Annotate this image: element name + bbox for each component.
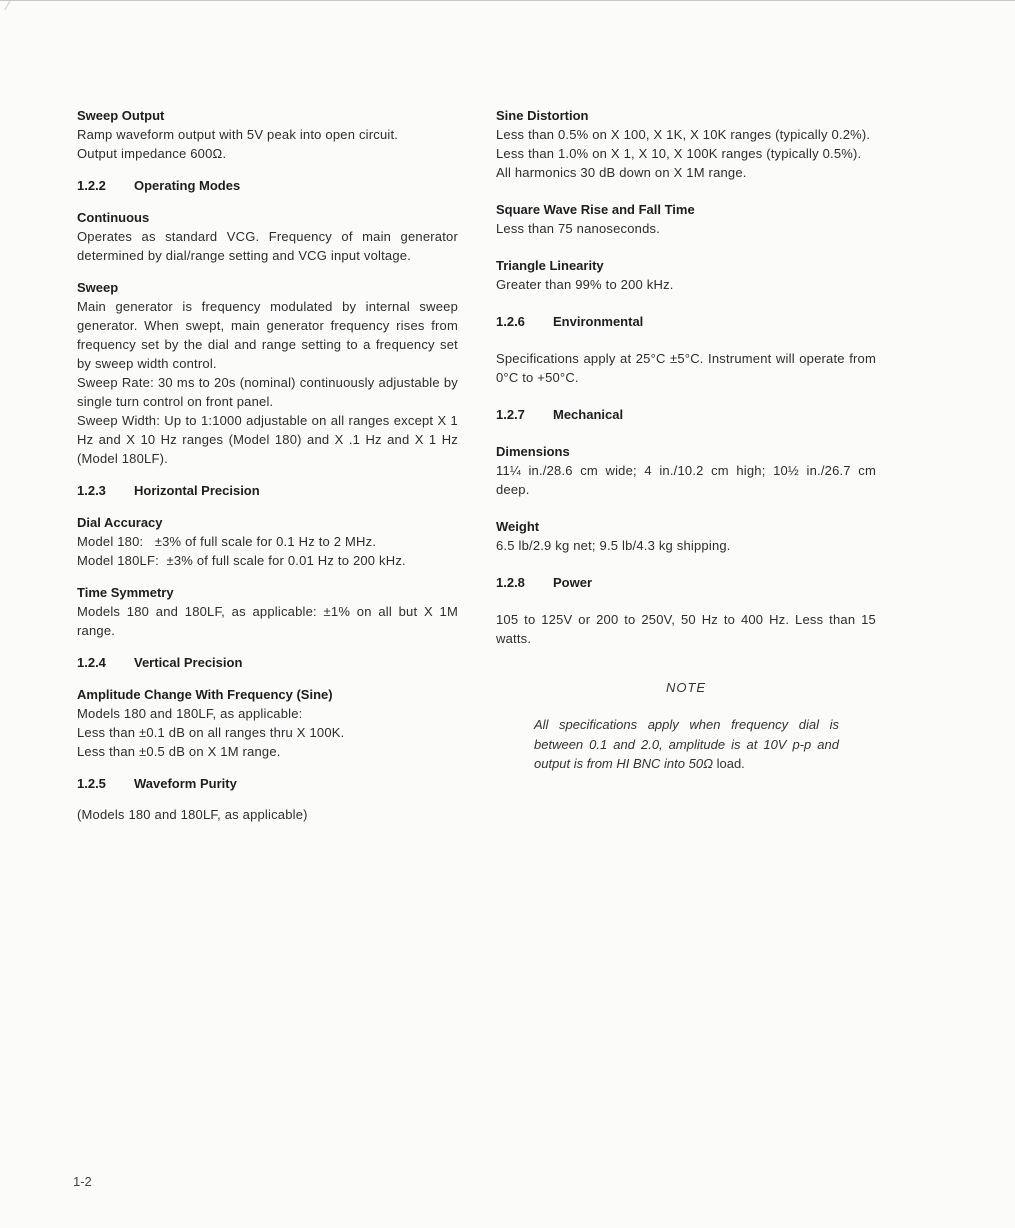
square-wave-body: Less than 75 nanoseconds. (496, 221, 661, 236)
sine-distortion-paragraph-1: Less than 0.5% on X 100, X 1K, X 10K ranges (typically 0.2%). (496, 127, 871, 142)
page-corner-fold (0, 0, 11, 10)
sweep-width-paragraph: Sweep Width: Up to 1:1000 adjustable on all ranges except X 1 Hz and X 10 Hz ranges (Model 180) and X .1 Hz and X 1 Hz (Model 180LF). (77, 413, 458, 466)
section-number: 1.2.4 (77, 655, 106, 670)
section-title: Horizontal Precision (134, 483, 260, 498)
sweep-heading: Sweep (77, 280, 119, 295)
right-column (496, 106, 876, 774)
section-title: Operating Modes (134, 178, 241, 193)
continuous-heading: Continuous (77, 210, 150, 225)
time-symmetry-body: Models 180 and 180LF, as applicable: ±1% on all but X 1M range. (77, 604, 458, 638)
section-1-2-8 (496, 573, 876, 592)
note-body (534, 715, 839, 774)
sine-distortion-paragraph-3: All harmonics 30 dB down on X 1M range. (496, 165, 747, 180)
environmental-body: Specifications apply at 25°C ±5°C. Instrument will operate from 0°C to +50°C. (496, 351, 876, 385)
note-title: NOTE (665, 680, 707, 695)
section-1-2-7 (496, 405, 876, 424)
triangle-linearity-body: Greater than 99% to 200 kHz. (496, 277, 674, 292)
time-symmetry-heading: Time Symmetry (77, 585, 174, 600)
sine-distortion-heading: Sine Distortion (496, 108, 589, 123)
power-body: 105 to 125V or 200 to 250V, 50 Hz to 400 Hz. Less than 15 watts. (496, 612, 876, 646)
section-number: 1.2.7 (496, 407, 525, 422)
section-number: 1.2.3 (77, 483, 106, 498)
note-text: All specifications apply when frequency dial is between 0.1 and 2.0, amplitude is at 10V p-p and output is from HI BNC into 50Ω (534, 717, 839, 771)
amplitude-change-heading: Amplitude Change With Frequency (Sine) (77, 687, 333, 702)
section-number: 1.2.2 (77, 178, 106, 193)
square-wave-heading: Square Wave Rise and Fall Time (496, 202, 695, 217)
left-column (77, 106, 458, 824)
section-title: Mechanical (553, 407, 624, 422)
section-number: 1.2.8 (496, 575, 525, 590)
section-1-2-6 (496, 312, 876, 331)
sine-distortion-paragraph-2: Less than 1.0% on X 1, X 10, X 100K ranges (typically 0.5%). (496, 146, 862, 161)
section-number: 1.2.5 (77, 776, 106, 791)
weight-heading: Weight (496, 519, 540, 534)
section-title: Power (553, 575, 593, 590)
section-1-2-4 (77, 653, 458, 672)
section-title: Waveform Purity (134, 776, 237, 791)
section-title: Environmental (553, 314, 644, 329)
dial-accuracy-model-180lf: Model 180LF: ±3% of full scale for 0.01 Hz to 200 kHz. (77, 553, 406, 568)
sweep-output-line-1: Ramp waveform output with 5V peak into open circuit. (77, 127, 399, 142)
dial-accuracy-model-180: Model 180: ±3% of full scale for 0.1 Hz to 2 MHz. (77, 534, 377, 549)
continuous-body: Operates as standard VCG. Frequency of main generator determined by dial/range setting and VCG input voltage. (77, 229, 458, 263)
sweep-rate-paragraph: Sweep Rate: 30 ms to 20s (nominal) continuously adjustable by single turn control on front panel. (77, 375, 458, 409)
section-number: 1.2.6 (496, 314, 525, 329)
amplitude-change-line-3: Less than ±0.5 dB on X 1M range. (77, 744, 281, 759)
sweep-output-line-2: Output impedance 600Ω. (77, 146, 227, 161)
amplitude-change-line-2: Less than ±0.1 dB on all ranges thru X 100K. (77, 725, 345, 740)
section-1-2-2 (77, 176, 458, 195)
section-1-2-5 (77, 774, 458, 793)
note-load-word: load. (716, 756, 745, 771)
sweep-paragraph-1: Main generator is frequency modulated by internal sweep generator. When swept, main generator frequency rises from frequency set by the dial and range setting to a frequency set by sweep width control. (77, 299, 458, 371)
page-top-edge (0, 0, 1015, 1)
section-title: Vertical Precision (134, 655, 243, 670)
dimensions-body: 11¼ in./28.6 cm wide; 4 in./10.2 cm high; 10½ in./26.7 cm deep. (496, 463, 876, 497)
dial-accuracy-heading: Dial Accuracy (77, 515, 163, 530)
amplitude-change-line-1: Models 180 and 180LF, as applicable: (77, 706, 303, 721)
page-number: 1-2 (73, 1174, 92, 1189)
waveform-purity-models: (Models 180 and 180LF, as applicable) (77, 807, 308, 822)
section-1-2-3 (77, 481, 458, 500)
dimensions-heading: Dimensions (496, 444, 570, 459)
triangle-linearity-heading: Triangle Linearity (496, 258, 604, 273)
weight-body: 6.5 lb/2.9 kg net; 9.5 lb/4.3 kg shipping. (496, 538, 731, 553)
sweep-output-heading: Sweep Output (77, 108, 165, 123)
